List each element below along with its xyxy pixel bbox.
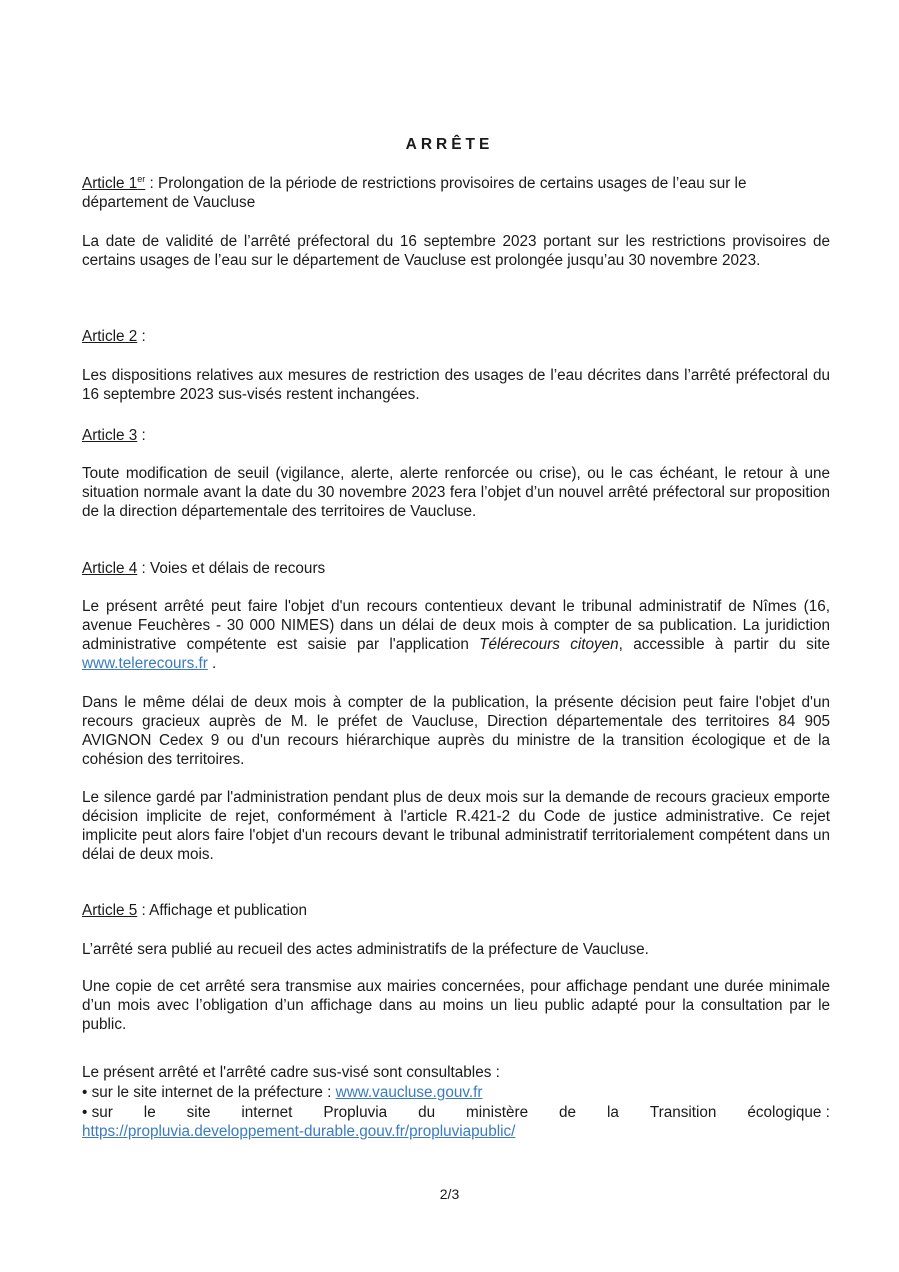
- article-4-paragraph-1: Le présent arrêté peut faire l'objet d'un recours contentieux devant le tribunal administratif de Nîmes (16, avenue Feuchères - 30 000 NIMES) dans un délai de deux mois à compter de sa publication. La juridiction administrative compétente est saisie par l'application Télérecours citoyen, accessible à partir du site www.telerecours.fr .: [82, 598, 830, 672]
- article-2-label: Article 2: [82, 328, 138, 345]
- document-title: ARRÊTE: [405, 136, 494, 153]
- telerecours-link[interactable]: www.telerecours.fr: [82, 655, 208, 672]
- article-2-heading: Article 2 :: [82, 328, 146, 345]
- article-4-paragraph-2: Dans le même délai de deux mois à compter de la publication, la présente décision peut faire l'objet d'un recours gracieux auprès de M. le préfet de Vaucluse, Direction départementale des territoires 84 905 AVIGNON Cedex 9 ou d'un recours hiérarchique auprès du ministre de la transition écologique et de la cohésion des territoires.: [82, 694, 830, 768]
- article-5-label: Article 5: [82, 902, 138, 919]
- article-1-label: Article 1er: [82, 173, 146, 192]
- article-4-heading: Article 4 : Voies et délais de recours: [82, 560, 326, 577]
- article-5-paragraph-1: L’arrêté sera publié au recueil des actes administratifs de la préfecture de Vaucluse.: [82, 941, 649, 958]
- article-5-paragraph-3: Le présent arrêté et l'arrêté cadre sus-visé sont consultables :: [82, 1064, 500, 1081]
- article-1-heading: Article 1er : Prolongation de la période de restrictions provisoires de certains usages de l’eau sur le département de Vaucluse: [82, 173, 747, 211]
- article-1-paragraph: La date de validité de l’arrêté préfectoral du 16 septembre 2023 portant sur les restrictions provisoires de certains usages de l’eau sur le département de Vaucluse est prolongée jusqu’au 30 novembre 2023.: [82, 233, 830, 269]
- article-4-paragraph-3: Le silence gardé par l'administration pendant plus de deux mois sur la demande de recours gracieux emporte décision implicite de rejet, conformément à l'article R.421-2 du Code de justice administrative. Ce rejet implicite peut alors faire l'objet d'un recours devant le tribunal administratif territorialement compétent dans un délai de deux mois.: [82, 789, 830, 863]
- article-5-heading: Article 5 : Affichage et publication: [82, 902, 308, 919]
- bullet-propluvia-site: [82, 1103, 830, 1141]
- article-3-label: Article 3: [82, 427, 138, 444]
- article-3-paragraph: Toute modification de seuil (vigilance, alerte, alerte renforcée ou crise), ou le cas échéant, le retour à une situation normale avant la date du 30 novembre 2023 fera l’objet d’un nouvel arrêté préfectoral sur proposition de la direction départementale des territoires de Vaucluse.: [82, 465, 830, 520]
- article-2-paragraph: Les dispositions relatives aux mesures de restriction des usages de l’eau décrites dans l’arrêté préfectoral du 16 septembre 2023 sus-visés restent inchangées.: [82, 367, 830, 403]
- article-5-paragraph-2: Une copie de cet arrêté sera transmise aux mairies concernées, pour affichage pendant une durée minimale d’un mois avec l’obligation d’un affichage dans au moins un lieu public adapté pour la consultation par le public.: [82, 978, 830, 1033]
- vaucluse-gouv-link[interactable]: www.vaucluse.gouv.fr: [335, 1084, 483, 1101]
- page-number: 2/3: [439, 1186, 460, 1202]
- article-3-heading: Article 3 :: [82, 427, 146, 444]
- article-4-label: Article 4: [82, 560, 138, 577]
- propluvia-link[interactable]: https://propluvia.developpement-durable.gouv.fr/propluviapublic/: [82, 1123, 516, 1140]
- bullet-prefecture-site: • sur le site internet de la préfecture : www.vaucluse.gouv.fr: [82, 1084, 483, 1101]
- bullet-propluvia-line: • sur le site internet Propluvia du ministère de la Transition écologique :: [82, 1104, 830, 1121]
